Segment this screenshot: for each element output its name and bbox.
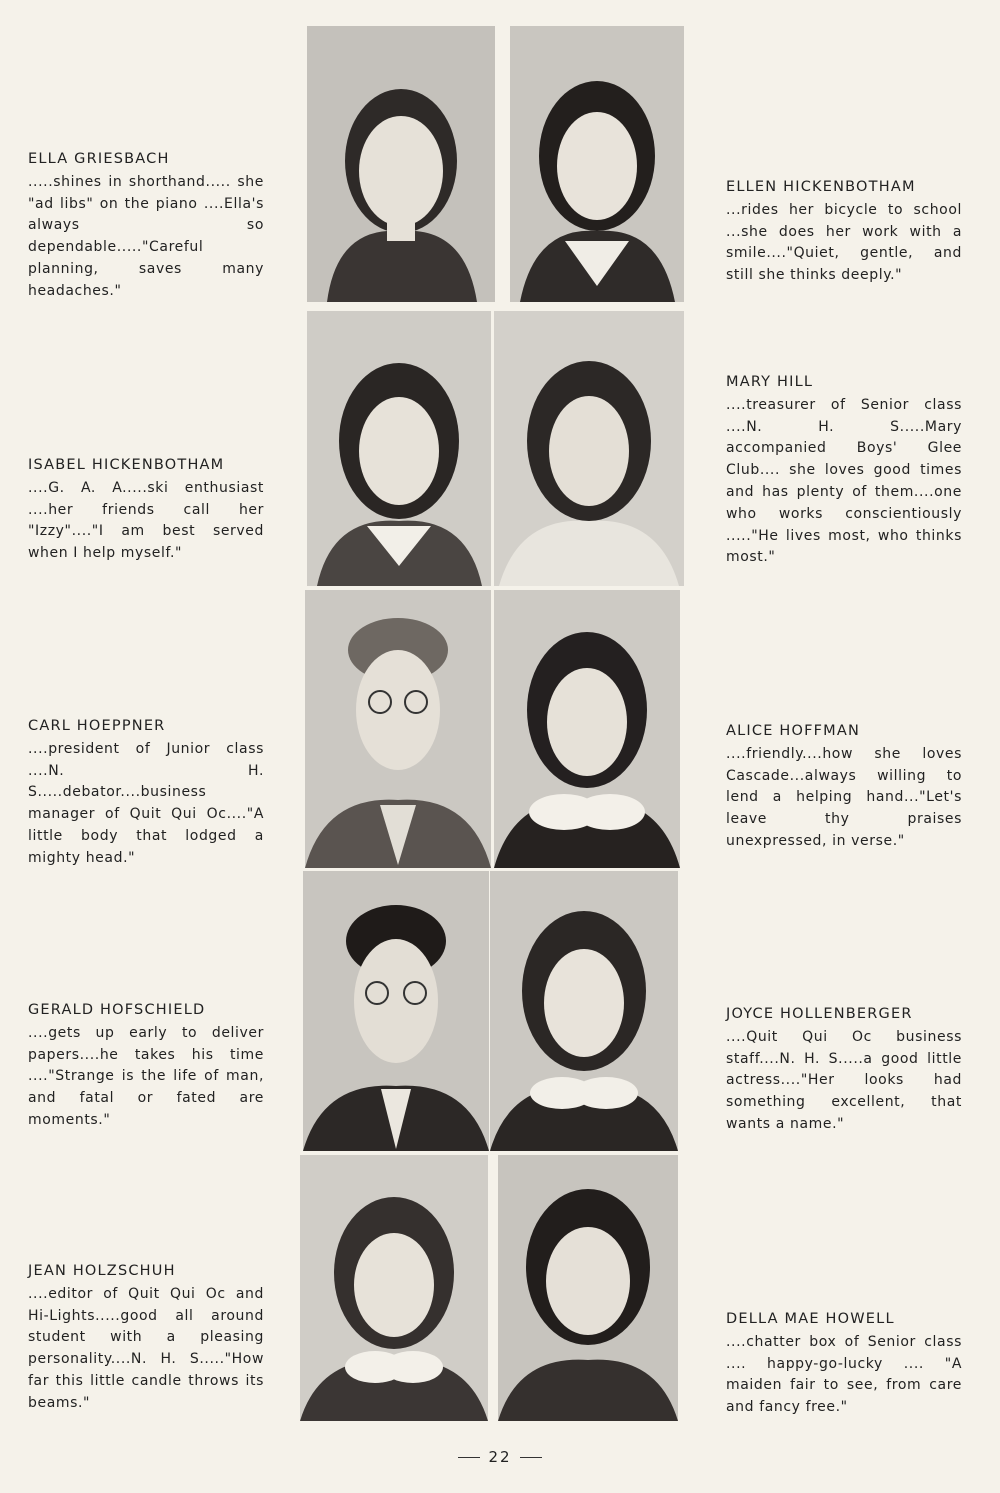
student-bio: .....shines in shorthand..... she "ad libs" on the piano ....Ella's always so dependable....."Careful planning, saves many headaches." [28, 173, 264, 299]
entry-della-mae-howell [726, 1309, 962, 1419]
portrait-photo-joyce-hollenberger [490, 871, 678, 1151]
portrait-photo-della-mae-howell [498, 1155, 678, 1421]
entry-ella-griesbach [28, 149, 264, 303]
student-bio: ....chatter box of Senior class .... happy-go-lucky .... "A maiden fair to see, from care and fancy free." [726, 1333, 962, 1416]
entry-joyce-hollenberger [726, 1004, 962, 1136]
portrait-photo-ella-griesbach [307, 26, 495, 302]
student-bio: ....friendly....how she loves Cascade...always willing to lend a helping hand..."Let's leave thy praises unexpressed, in verse." [726, 745, 962, 849]
entry-ellen-hickenbotham [726, 177, 962, 287]
student-bio: ....editor of Quit Qui Oc and Hi-Lights.....good all around student with a pleasing personality....N. H. S....."How far this little candle throws its beams." [28, 1285, 264, 1411]
student-name: DELLA MAE HOWELL [726, 1311, 895, 1327]
portrait-photo-mary-hill [494, 311, 684, 586]
student-name: JEAN HOLZSCHUH [28, 1263, 176, 1279]
portrait-photo-jean-holzschuh [300, 1155, 488, 1421]
entry-mary-hill [726, 372, 962, 569]
portrait-photo-alice-hoffman [494, 590, 680, 868]
portrait-photo-gerald-hofschield [303, 871, 489, 1151]
student-name: JOYCE HOLLENBERGER [726, 1006, 913, 1022]
student-name: MARY HILL [726, 374, 814, 390]
entry-gerald-hofschield [28, 1000, 264, 1132]
entry-jean-holzschuh [28, 1261, 264, 1415]
student-name: ISABEL HICKENBOTHAM [28, 457, 225, 473]
portrait-photo-carl-hoeppner [305, 590, 491, 868]
entry-isabel-hickenbotham [28, 455, 264, 565]
page-number [0, 1448, 1000, 1466]
student-name: ALICE HOFFMAN [726, 723, 861, 739]
entry-carl-hoeppner [28, 716, 264, 870]
student-name: ELLA GRIESBACH [28, 151, 170, 167]
student-name: ELLEN HICKENBOTHAM [726, 179, 916, 195]
student-bio: ....gets up early to deliver papers....he takes his time ...."Strange is the life of man, and fatal or fated are moments." [28, 1024, 264, 1128]
student-bio: ...rides her bicycle to school ...she does her work with a smile...."Quiet, gentle, and still she thinks deeply." [726, 201, 962, 284]
student-name: CARL HOEPPNER [28, 718, 166, 734]
right-dash [520, 1457, 542, 1458]
student-bio: ....treasurer of Senior class ....N. H. S.....Mary accompanied Boys' Glee Club.... she loves good times and has plenty of them....one who works conscientiously ....."He lives most, who thinks most." [726, 396, 962, 566]
student-bio: ....G. A. A.....ski enthusiast ....her friends call her "Izzy"...."I am best served when I help myself." [28, 479, 264, 562]
portrait-photo-ellen-hickenbotham [510, 26, 684, 302]
left-dash [458, 1457, 480, 1458]
student-bio: ....president of Junior class ....N. H. S.....debator....business manager of Quit Qui Oc...."A little body that lodged a mighty head." [28, 740, 264, 866]
page-number-text: 22 [488, 1448, 512, 1466]
entry-alice-hoffman [726, 721, 962, 853]
student-name: GERALD HOFSCHIELD [28, 1002, 206, 1018]
portrait-photo-isabel-hickenbotham [307, 311, 491, 586]
student-bio: ....Quit Qui Oc business staff....N. H. S.....a good little actress...."Her looks had something excellent, that wants a name." [726, 1028, 962, 1132]
